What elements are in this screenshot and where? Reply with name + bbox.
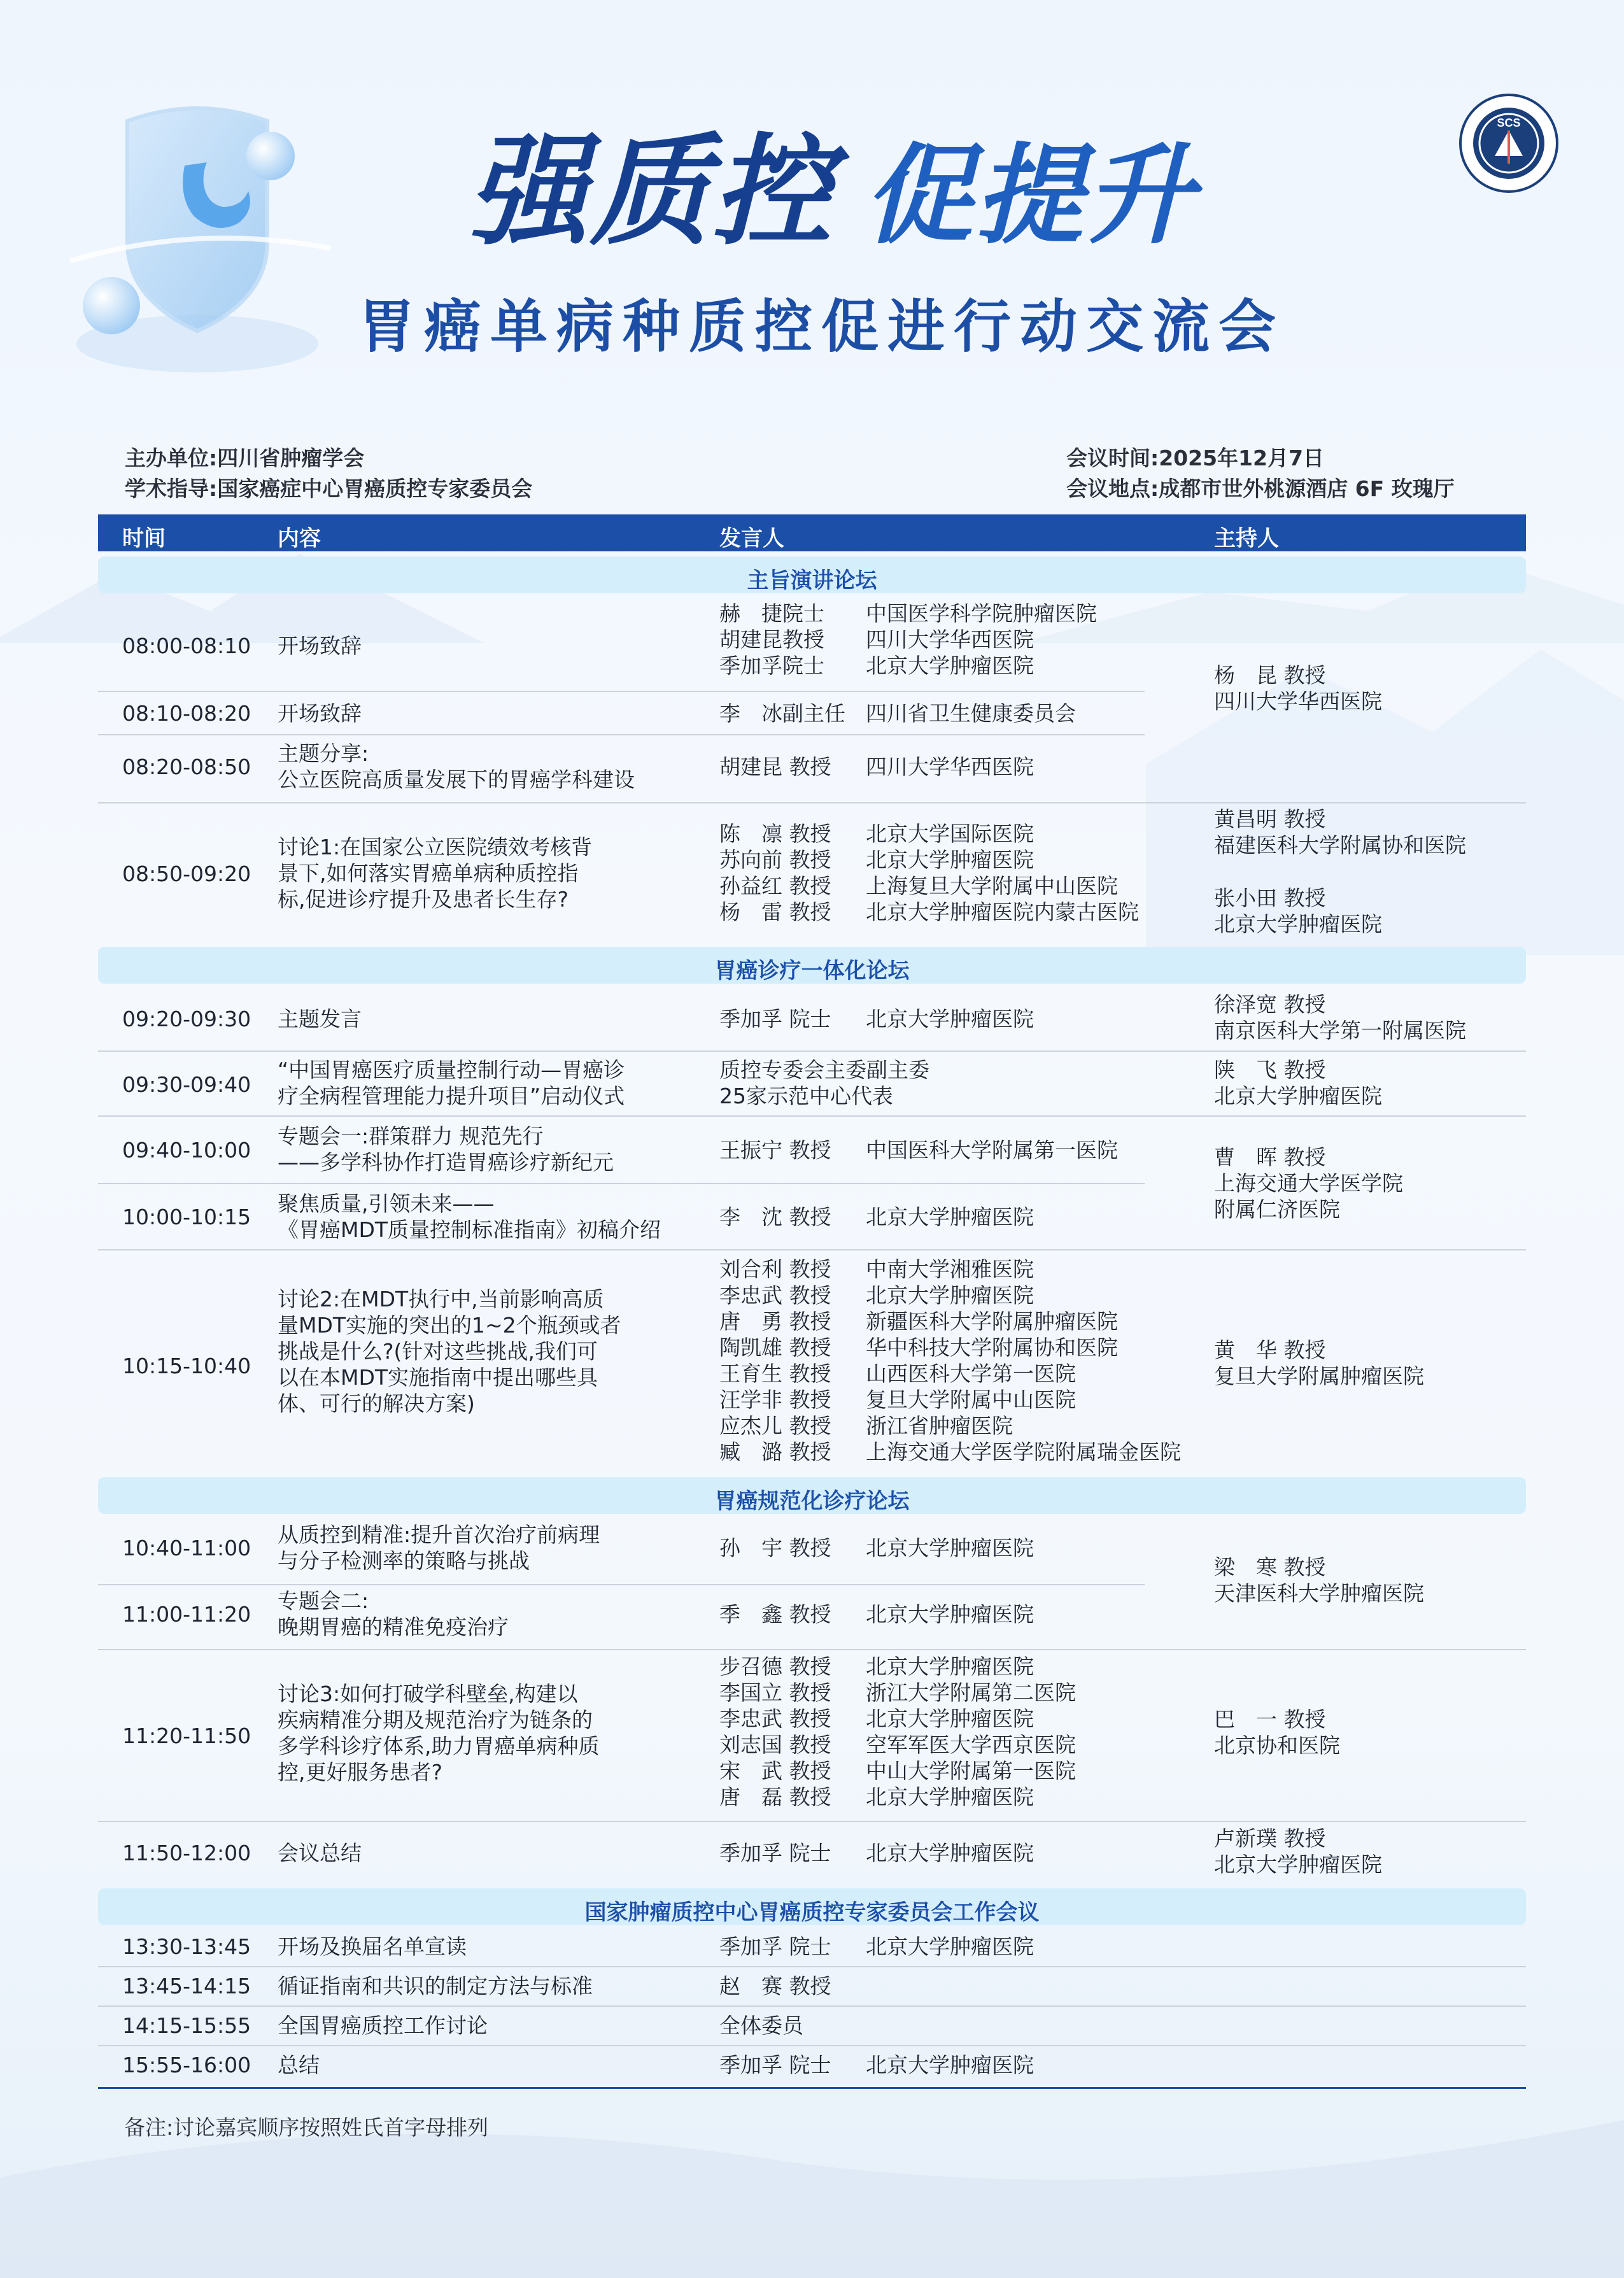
row-speakers: 质控专委会主委副主委 25家示范中心代表 [719, 1058, 929, 1108]
row-divider [98, 691, 1145, 692]
row-speakers: 李 沈 教授 北京大学肿瘤医院 [719, 1205, 1034, 1229]
row-content: 聚焦质量,引领未来—— 《胃癌MDT质量控制标准指南》初稿介绍 [278, 1191, 661, 1242]
row-divider [98, 1584, 1145, 1585]
row-speakers: 全体委员 [719, 2013, 803, 2038]
meeting-time: 会议时间:2025年12月7日 [1066, 446, 1324, 470]
row-speakers: 季加孚 院士 北京大学肿瘤医院 [719, 1007, 1034, 1031]
section-work-meeting: 国家肿瘤质控中心胃癌质控专家委员会工作会议 [98, 1888, 1526, 1925]
slogan-part-1: 强质控 [468, 121, 835, 262]
footnote: 备注:讨论嘉宾顺序按照姓氏首字母排列 [124, 2115, 489, 2140]
row-speakers: 季加孚 院士 北京大学肿瘤医院 [719, 1841, 1034, 1865]
sichuan-cancer-society-logo [1458, 92, 1560, 194]
svg-text:SCS: SCS [1497, 117, 1521, 129]
row-time: 14:15-15:55 [122, 2013, 251, 2038]
row-speakers: 陈 凛 教授 北京大学国际医院 苏向前 教授 北京大学肿瘤医院 孙益红 教授 上海复旦大学附属中山医院 杨 雷 教授 北京大学肿瘤医院内蒙古医院 [719, 821, 1139, 924]
row-divider [98, 1115, 1526, 1117]
header-time: 时间 [122, 526, 166, 551]
host: 卢新璞 教授 北京大学肿瘤医院 [1214, 1826, 1382, 1877]
row-time: 08:20-08:50 [122, 754, 251, 779]
row-speakers: 刘合利 教授 中南大学湘雅医院 李忠武 教授 北京大学肿瘤医院 唐 勇 教授 新疆医科大学附属肿瘤医院 陶凯雄 教授 华中科技大学附属协和医院 王育生 教授 山西医科大学第一医院 汪学非 教授 复旦大学附属中山医院 应杰儿 教授 浙江省肿瘤医院 臧 潞 教授 上海交通大学医学院附属瑞金医院 [719, 1257, 1181, 1464]
row-divider [98, 802, 1526, 803]
row-content: 讨论3:如何打破学科壁垒,构建以 疾病精准分期及规范治疗为链条的 多学科诊疗体系,助力胃癌单病种质 控,更好服务患者? [278, 1681, 600, 1785]
host: 梁 寒 教授 天津医科大学肿瘤医院 [1214, 1555, 1424, 1606]
academic-guidance: 学术指导:国家癌症中心胃癌质控专家委员会 [125, 476, 533, 501]
row-speakers: 胡建昆 教授 四川大学华西医院 [719, 754, 1034, 779]
host: 巴 一 教授 北京协和医院 [1214, 1707, 1340, 1758]
row-time: 08:50-09:20 [122, 861, 251, 886]
row-time: 10:00-10:15 [122, 1205, 251, 1229]
row-speakers: 李 冰副主任 四川省卫生健康委员会 [719, 701, 1076, 726]
row-time: 13:45-14:15 [122, 1974, 251, 1999]
row-time: 08:00-08:10 [122, 633, 251, 658]
row-divider [98, 1649, 1526, 1650]
organizer: 主办单位:四川省肿瘤学会 [125, 446, 365, 470]
row-divider [98, 734, 1145, 735]
row-content: 总结 [278, 2053, 320, 2077]
row-content: 开场致辞 [278, 701, 362, 726]
row-content: 专题会一:群策群力 规范先行 ——多学科协作打造胃癌诊疗新纪元 [278, 1124, 614, 1175]
row-time: 09:40-10:00 [122, 1138, 251, 1163]
row-content: “中国胃癌医疗质量控制行动—胃癌诊 疗全病程管理能力提升项目”启动仪式 [278, 1058, 625, 1108]
row-speakers: 季 鑫 教授 北京大学肿瘤医院 [719, 1602, 1034, 1627]
row-speakers: 赵 赛 教授 [719, 1974, 831, 1999]
row-time: 11:20-11:50 [122, 1723, 251, 1748]
row-content: 从质控到精准:提升首次治疗前病理 与分子检测率的策略与挑战 [278, 1522, 600, 1573]
slogan-part-2: 促提升 [864, 132, 1197, 259]
row-divider [98, 1966, 1526, 1967]
row-content: 讨论1:在国家公立医院绩效考核背 景下,如何落实胃癌单病种质控指 标,促进诊疗提升及患者长生存? [278, 835, 593, 912]
row-time: 13:30-13:45 [122, 1934, 251, 1959]
meeting-venue: 会议地点:成都市世外桃源酒店 6F 玫瑰厅 [1066, 476, 1455, 501]
row-time: 11:50-12:00 [122, 1841, 251, 1865]
host: 黄昌明 教授 福建医科大学附属协和医院 [1214, 807, 1466, 858]
row-content: 主题发言 [278, 1007, 362, 1031]
header-host: 主持人 [1214, 526, 1279, 551]
host: 黄 华 教授 复旦大学附属肿瘤医院 [1214, 1338, 1424, 1389]
row-content: 循证指南和共识的制定方法与标准 [278, 1974, 593, 1999]
row-divider [98, 2006, 1526, 2007]
row-content: 全国胃癌质控工作讨论 [278, 2013, 488, 2038]
row-speakers: 季加孚 院士 北京大学肿瘤医院 [719, 1934, 1034, 1959]
row-content: 会议总结 [278, 1841, 362, 1865]
row-divider [98, 1821, 1526, 1822]
table-bottom-rule [98, 2087, 1526, 2089]
row-speakers: 王振宁 教授 中国医科大学附属第一医院 [719, 1138, 1118, 1163]
row-speakers: 赫 捷院士 中国医学科学院肿瘤医院 胡建昆教授 四川大学华西医院 季加孚院士 北京大学肿瘤医院 [719, 601, 1097, 678]
host: 陕 飞 教授 北京大学肿瘤医院 [1214, 1058, 1382, 1108]
section-integrated: 胃癌诊疗一体化论坛 [98, 947, 1526, 984]
row-content: 开场及换届名单宣读 [278, 1934, 467, 1959]
section-keynote: 主旨演讲论坛 [98, 556, 1526, 593]
row-content: 讨论2:在MDT执行中,当前影响高质 量MDT实施的突出的1~2个瓶颈或者 挑战是什么?(针对这些挑战,我们可 以在本MDT实施指南中提出哪些具 体、可行的解决方案) [278, 1287, 621, 1416]
shield-stomach-illustration [57, 96, 337, 388]
row-time: 08:10-08:20 [122, 701, 251, 726]
section-standardized: 胃癌规范化诊疗论坛 [98, 1477, 1526, 1514]
header-speaker: 发言人 [719, 526, 784, 551]
row-time: 09:30-09:40 [122, 1072, 251, 1097]
host: 曹 晖 教授 上海交通大学医学院 附属仁济医院 [1214, 1145, 1403, 1222]
page-title: 胃癌单病种质控促进行动交流会 [358, 294, 1285, 360]
row-speakers: 季加孚 院士 北京大学肿瘤医院 [719, 2053, 1034, 2077]
row-time: 10:15-10:40 [122, 1354, 251, 1378]
slogan [468, 96, 1196, 267]
row-speakers: 步召德 教授 北京大学肿瘤医院 李国立 教授 浙江大学附属第二医院 李忠武 教授 北京大学肿瘤医院 刘志国 教授 空军军医大学西京医院 宋 武 教授 中山大学附属第一医院 唐 磊 教授 北京大学肿瘤医院 [719, 1654, 1076, 1809]
row-content: 主题分享: 公立医院高质量发展下的胃癌学科建设 [278, 741, 635, 792]
row-divider [98, 1183, 1145, 1184]
row-time: 15:55-16:00 [122, 2053, 251, 2077]
row-divider [98, 1249, 1526, 1250]
row-divider [98, 2045, 1526, 2046]
row-time: 11:00-11:20 [122, 1602, 251, 1627]
row-divider [98, 1051, 1526, 1052]
header-content: 内容 [278, 526, 321, 551]
row-time: 10:40-11:00 [122, 1536, 251, 1560]
row-time: 09:20-09:30 [122, 1007, 251, 1031]
host: 杨 昆 教授 四川大学华西医院 [1214, 663, 1382, 714]
row-content: 开场致辞 [278, 633, 362, 658]
table-header [98, 514, 1526, 551]
host: 徐泽宽 教授 南京医科大学第一附属医院 [1214, 992, 1466, 1043]
row-speakers: 孙 宇 教授 北京大学肿瘤医院 [719, 1536, 1034, 1560]
row-content: 专题会二: 晚期胃癌的精准免疫治疗 [278, 1588, 509, 1639]
host: 张小田 教授 北京大学肿瘤医院 [1214, 886, 1382, 937]
